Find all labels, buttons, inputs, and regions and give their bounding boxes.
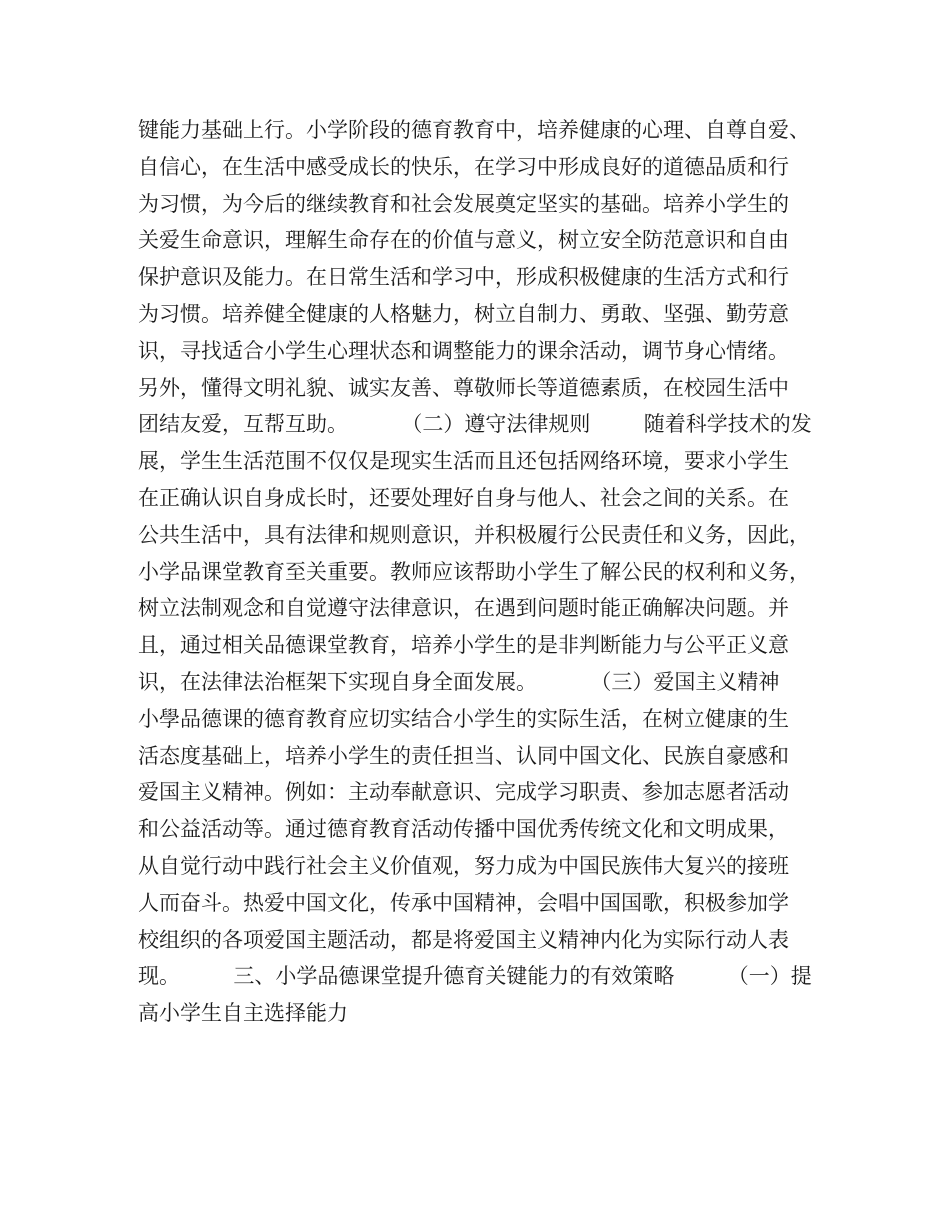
text-line: 保护意识及能力。在日常生活和学习中，形成积极健康的生活方式和行	[138, 265, 789, 290]
text-line: 为习惯。培养健全健康的人格魅力，树立自制力、勇敢、坚强、勤劳意	[138, 301, 789, 326]
text-line: 活态度基础上，培养小学生的责任担当、认同中国文化、民族自豪感和	[138, 743, 789, 768]
text-line: 人而奋斗。热爱中国文化，传承中国精神，会唱中国国歌，积极参加学	[138, 890, 789, 915]
text-line: 和公益活动等。通过德育教育活动传播中国优秀传统文化和文明成果，	[138, 817, 789, 842]
text-line: 小學品德课的德育教育应切实结合小学生的实际生活，在树立健康的生	[138, 706, 789, 731]
text-line: 识，在法律法治框架下实现自身全面发展。 （三）爱国主义精神	[138, 669, 780, 694]
text-line: 键能力基础上行。小学阶段的德育教育中，培养健康的心理、自尊自爱、	[138, 118, 810, 142]
text-line: 在正确认识自身成长时，还要处理好自身与他人、社会之间的关系。在	[138, 485, 789, 510]
text-line: 校组织的各项爱国主题活动，都是将爱国主义精神内化为实际行动人表	[138, 927, 789, 952]
text-line: 高小学生自主选择能力	[138, 1001, 348, 1026]
text-line: 爱国主义精神。例如：主动奉献意识、完成学习职责、参加志愿者活动	[138, 780, 789, 805]
text-line: 为习惯，为今后的继续教育和社会发展奠定坚实的基础。培养小学生的	[138, 191, 789, 216]
text-line: 树立法制观念和自觉遵守法律意识，在遇到问题时能正确解决问题。并	[138, 596, 789, 621]
text-line: 关爱生命意识，理解生命存在的价值与意义，树立安全防范意识和自由	[138, 228, 789, 253]
text-line: 从自觉行动中践行社会主义价值观，努力成为中国民族伟大复兴的接班	[138, 853, 789, 878]
text-line: 团结友爱，互帮互助。 （二）遵守法律规则 随着科学技术的发	[138, 412, 812, 437]
text-line: 小学品课堂教育至关重要。教师应该帮助小学生了解公民的权利和义务，	[138, 559, 810, 584]
text-line: 识，寻找适合小学生心理状态和调整能力的课余活动，调节身心情绪。	[138, 338, 789, 363]
body-text	[138, 112, 828, 1032]
text-line: 另外，懂得文明礼貌、诚实友善、尊敬师长等道德素质，在校园生活中	[138, 375, 789, 400]
text-line: 公共生活中，具有法律和规则意识，并积极履行公民责任和义务，因此，	[138, 522, 810, 547]
text-line: 现。 三、小学品德课堂提升德育关键能力的有效策略 （一）提	[138, 964, 812, 989]
text-line: 且，通过相关品德课堂教育，培养小学生的是非判断能力与公平正义意	[138, 633, 789, 658]
text-line: 展，学生生活范围不仅仅是现实生活而且还包括网络环境，要求小学生	[138, 449, 789, 474]
text-line: 自信心，在生活中感受成长的快乐，在学习中形成良好的道德品质和行	[138, 154, 789, 179]
